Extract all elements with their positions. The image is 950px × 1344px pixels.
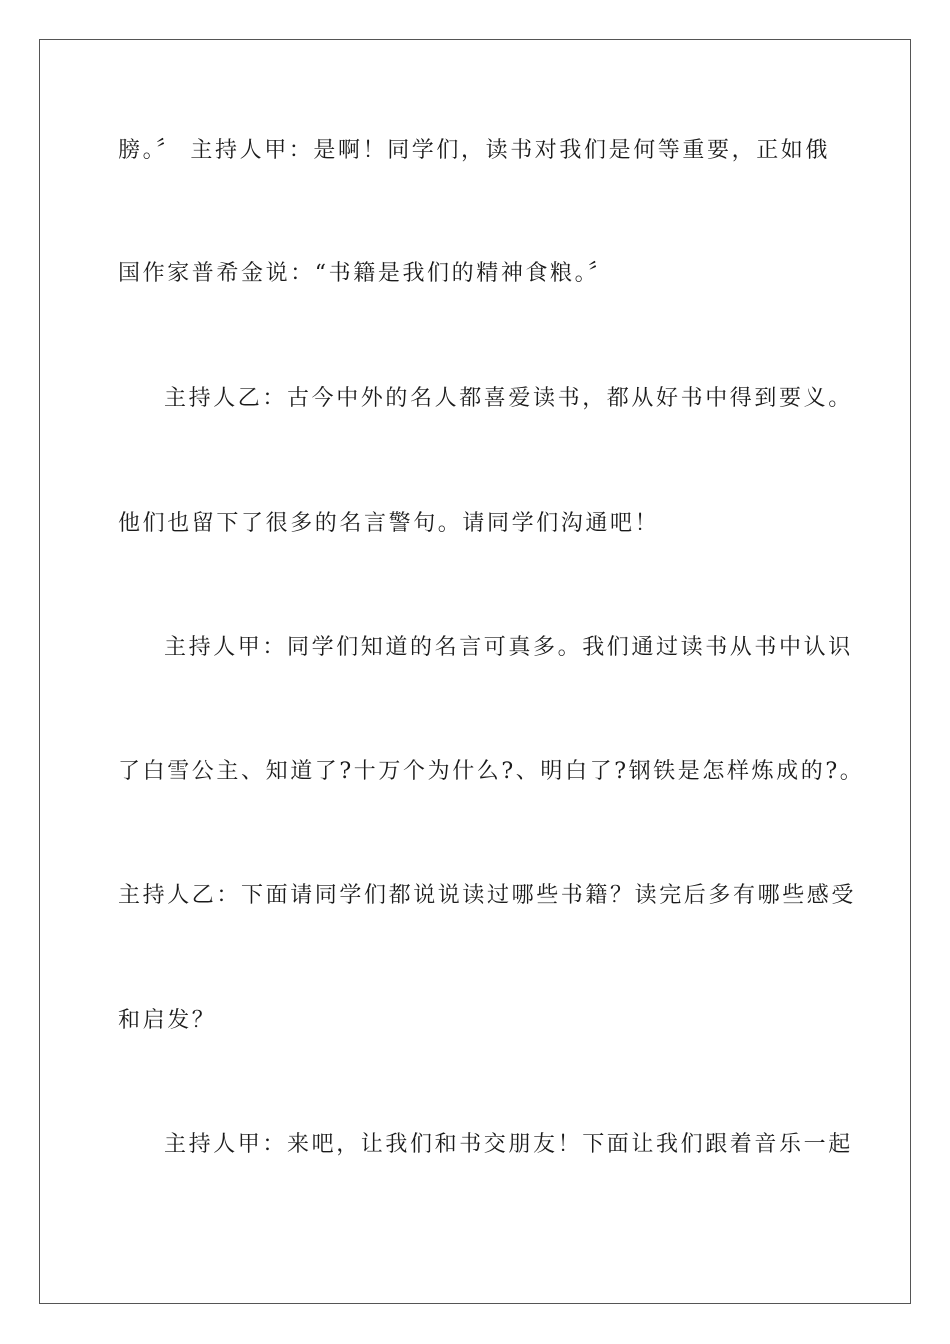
text-line-4: 他们也留下了很多的名言警句。请同学们沟通吧！ [118,511,660,536]
text-line-5: 主持人甲：同学们知道的名言可真多。我们通过读书从书中认识 [164,635,853,660]
text-line-7: 主持人乙：下面请同学们都说说读过哪些书籍？读完后多有哪些感受 [118,883,857,908]
text-line-1: 膀。〞 主持人甲：是啊！同学们，读书对我们是何等重要，正如俄 [118,138,830,163]
text-line-3: 主持人乙：古今中外的名人都喜爱读书，都从好书中得到要义。 [164,386,853,411]
page-border [39,39,911,1304]
text-line-9: 主持人甲：来吧，让我们和书交朋友！下面让我们跟着音乐一起 [164,1132,853,1157]
text-line-6: 了白雪公主、知道了?十万个为什么?、明白了?钢铁是怎样炼成的?。 [118,759,865,784]
text-line-2: 国作家普希金说：“书籍是我们的精神食粮。〞 [118,261,613,286]
text-line-8: 和启发？ [118,1008,217,1033]
